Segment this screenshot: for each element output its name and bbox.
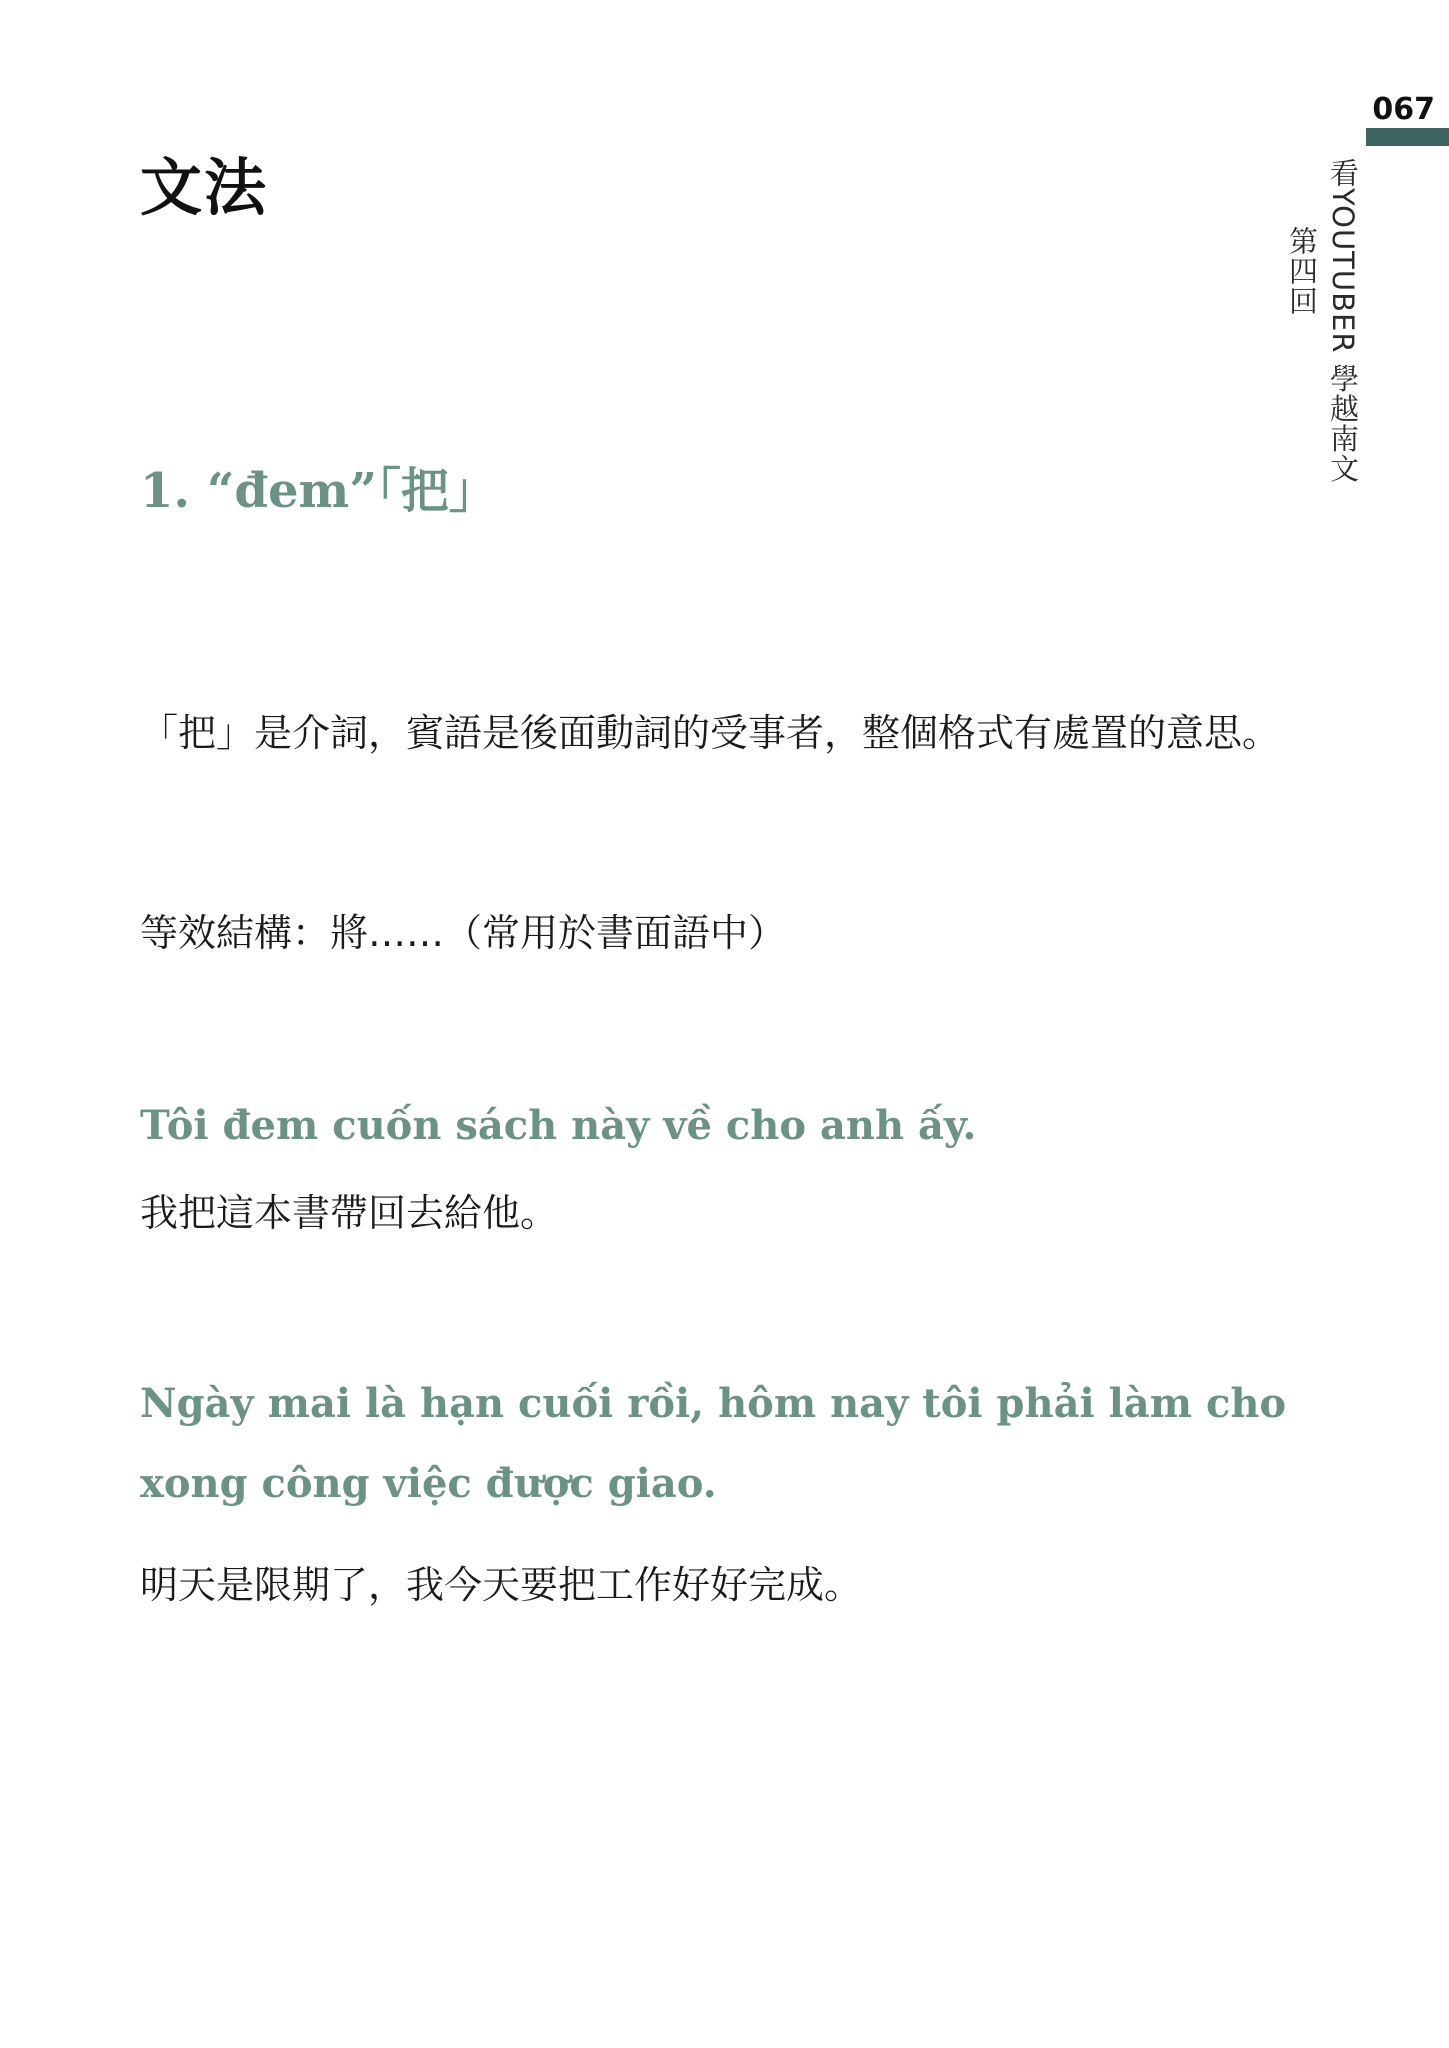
example-vietnamese: Tôi đem cuốn sách này về cho anh ấy. bbox=[140, 1102, 977, 1149]
grammar-explanation: 「把」是介詞，賓語是後面動詞的受事者，整個格式有處置的意思。 bbox=[140, 711, 1281, 755]
example-chinese: 明天是限期了，我今天要把工作好好完成。 bbox=[140, 1563, 863, 1607]
example-chinese: 我把這本書帶回去給他。 bbox=[140, 1191, 559, 1235]
book-series-title: 看YOUTUBER 學越南文 bbox=[1326, 158, 1360, 484]
chapter-label: 第四回 bbox=[1285, 226, 1319, 316]
page-tab-marker bbox=[1366, 128, 1449, 146]
running-title bbox=[1285, 158, 1364, 502]
section-heading: 文法 bbox=[140, 151, 269, 224]
equivalent-structure: 等效結構：將……（常用於書面語中） bbox=[140, 911, 787, 955]
example-vietnamese: Ngày mai là hạn cuối rồi, hôm nay tôi phải làm cho xong công việc được giao. bbox=[140, 1380, 1287, 1507]
grammar-point-title: 1. “đem”「把」 bbox=[140, 463, 497, 519]
page-number: 067 bbox=[1372, 92, 1435, 127]
